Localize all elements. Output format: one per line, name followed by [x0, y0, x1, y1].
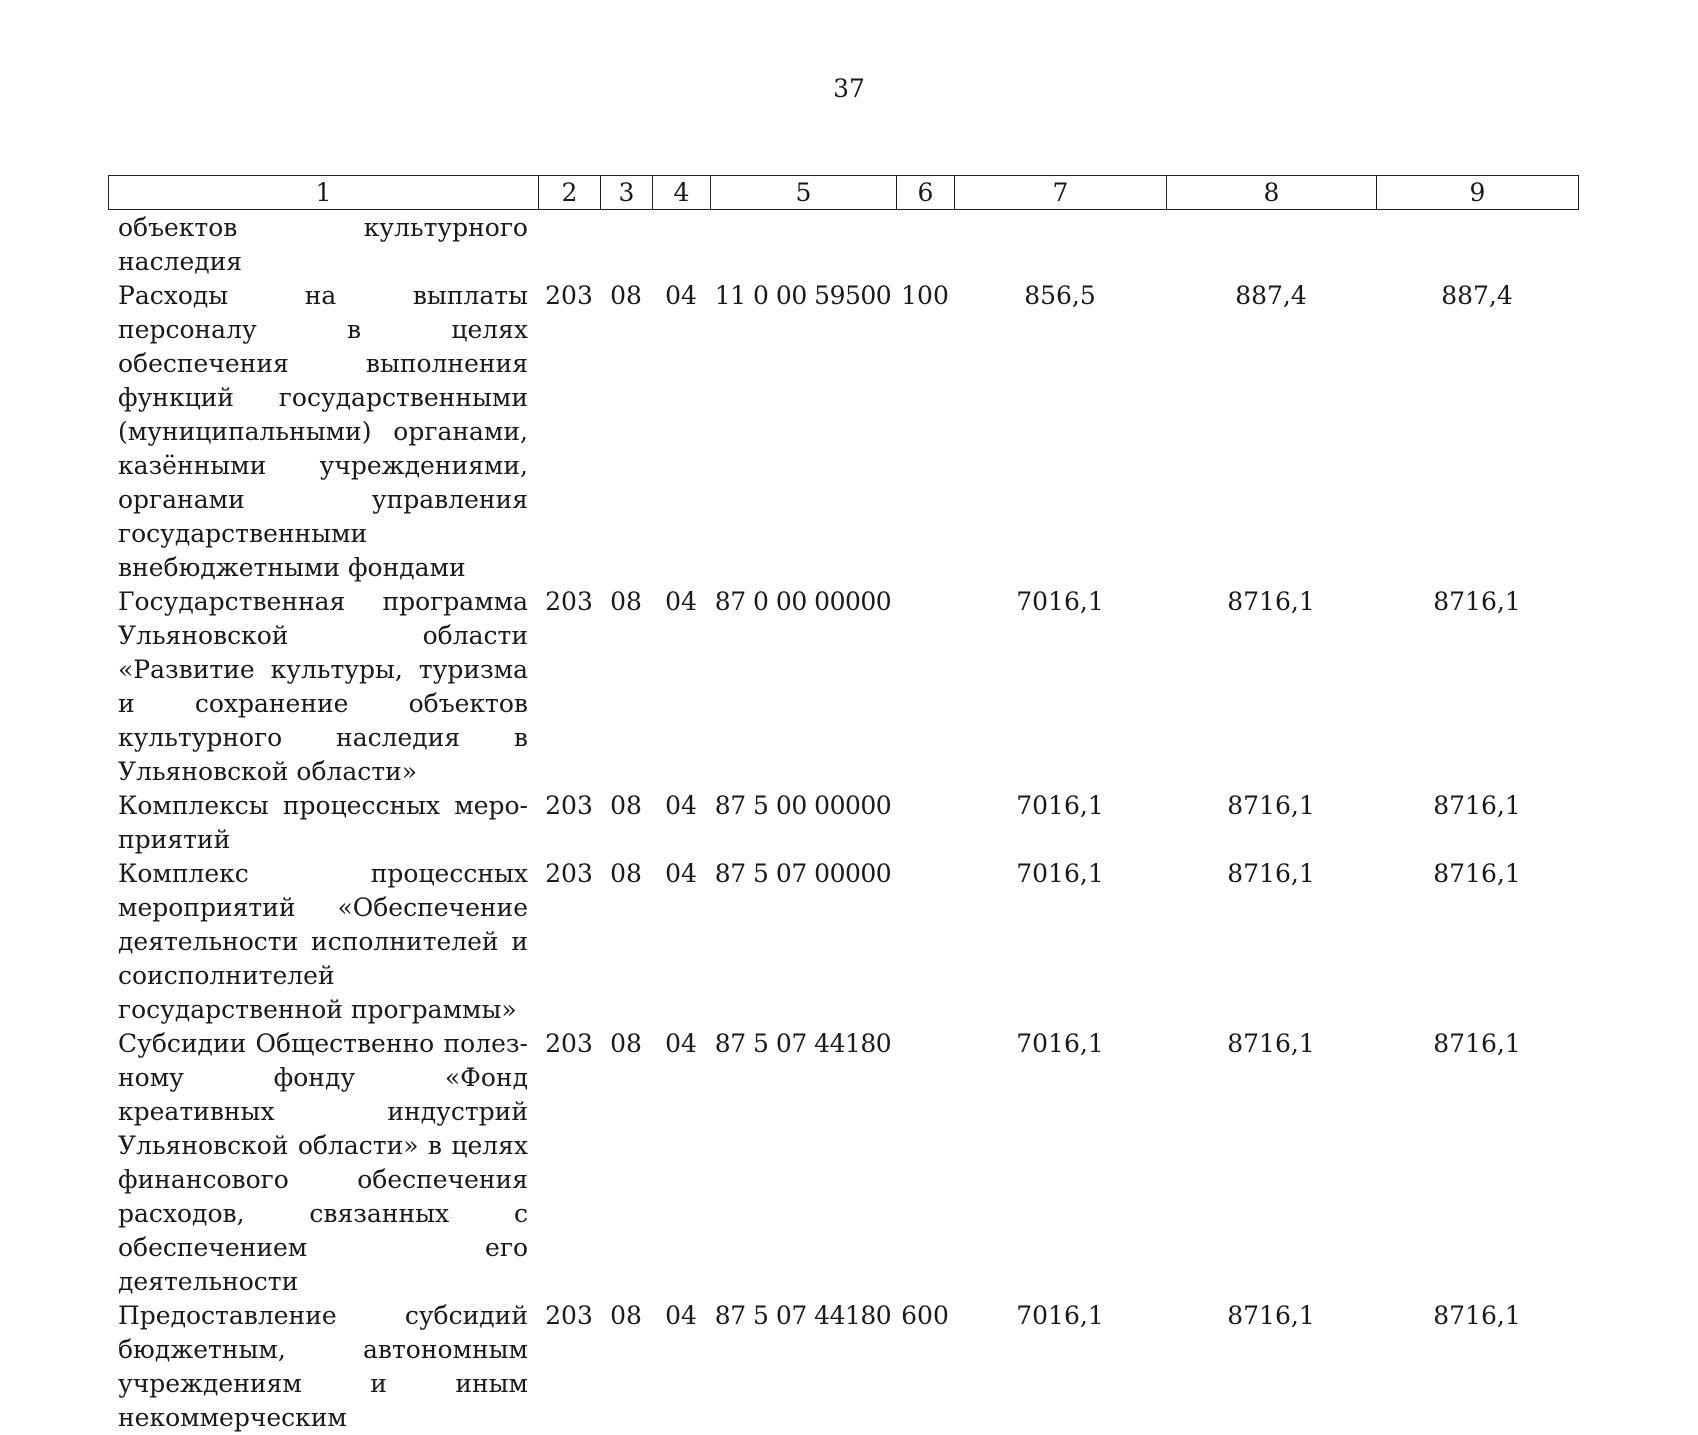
row-amount-7: 7016,1	[1016, 587, 1104, 616]
row-amount-9: 8716,1	[1433, 1301, 1521, 1330]
table-row	[108, 857, 1578, 1027]
row-amount-8: 8716,1	[1227, 1029, 1315, 1058]
row-description: Комплекс процессных мероприятий «Обеспечение деятельности исполнителей и соисполнителей государственной программы»	[118, 859, 528, 1024]
row-description: Расходы на выплаты персоналу в целях обеспечения выполнения функций государственными (муниципальными) органами, казёнными учреждениями, органами управления государственными внебюджетными фондами	[118, 281, 528, 582]
row-code-2	[538, 211, 600, 279]
row-code-2: 203	[545, 1029, 593, 1058]
row-code-6	[896, 789, 954, 857]
row-amount-7: 856,5	[1024, 281, 1096, 310]
table-header	[108, 175, 1579, 210]
column-number-7: 7	[955, 176, 1167, 210]
row-code-2: 203	[545, 281, 593, 310]
row-amount-7: 7016,1	[1016, 791, 1104, 820]
row-code-3: 08	[610, 281, 642, 310]
row-amount-8: 8716,1	[1227, 1301, 1315, 1330]
row-amount-9: 8716,1	[1433, 587, 1521, 616]
row-amount-7	[954, 211, 1166, 279]
row-code-4: 04	[665, 1029, 697, 1058]
row-code-3: 08	[610, 1301, 642, 1330]
row-code-3: 08	[610, 791, 642, 820]
row-code-2: 203	[545, 791, 593, 820]
row-amount-9: 8716,1	[1433, 1029, 1521, 1058]
table-row	[108, 789, 1578, 857]
row-code-5: 87 5 07 44180	[714, 1301, 892, 1330]
page-number: 37	[833, 74, 865, 103]
row-amount-8: 887,4	[1235, 281, 1307, 310]
column-number-5: 5	[711, 176, 897, 210]
table-row	[108, 1027, 1578, 1299]
row-code-3: 08	[610, 1029, 642, 1058]
row-amount-7: 7016,1	[1016, 859, 1104, 888]
row-code-4	[652, 211, 710, 279]
row-code-4: 04	[665, 791, 697, 820]
row-code-3: 08	[610, 587, 642, 616]
row-code-6: 600	[901, 1301, 949, 1330]
table-row	[108, 211, 1578, 279]
column-number-9: 9	[1377, 176, 1579, 210]
row-amount-8: 8716,1	[1227, 587, 1315, 616]
column-number-8: 8	[1167, 176, 1377, 210]
row-code-6	[896, 1027, 954, 1299]
row-code-4: 04	[665, 281, 697, 310]
row-code-6	[896, 211, 954, 279]
row-code-6: 100	[901, 281, 949, 310]
row-description: Государственная программа Ульяновской области «Развитие культуры, туризма и сохранение объектов культурного наследия в Ульяновской области»	[118, 587, 528, 786]
row-code-4: 04	[665, 587, 697, 616]
row-code-2: 203	[545, 859, 593, 888]
row-amount-9: 8716,1	[1433, 791, 1521, 820]
row-description: Субсидии Общественно полезному фонду «Фонд креативных индустрий Ульяновской области» в целях финансового обеспечения расходов, связанных с обеспечением его деятельности	[118, 1029, 528, 1296]
row-code-5: 87 0 00 00000	[714, 587, 892, 616]
column-number-1: 1	[109, 176, 539, 210]
row-amount-8: 8716,1	[1227, 791, 1315, 820]
row-amount-7: 7016,1	[1016, 1301, 1104, 1330]
row-code-4: 04	[665, 859, 697, 888]
row-code-2: 203	[545, 587, 593, 616]
row-code-3	[600, 211, 652, 279]
row-amount-9: 887,4	[1441, 281, 1513, 310]
column-number-4: 4	[653, 176, 711, 210]
row-code-3: 08	[610, 859, 642, 888]
row-description: объектов культурного наследия	[118, 213, 528, 276]
table-row	[108, 1299, 1578, 1435]
row-code-5: 87 5 00 00000	[714, 791, 892, 820]
row-amount-9: 8716,1	[1433, 859, 1521, 888]
table-row	[108, 585, 1578, 789]
row-description: Комплексы процессных мероприятий	[118, 791, 528, 854]
column-number-3: 3	[601, 176, 653, 210]
column-number-row	[109, 176, 1579, 210]
row-amount-9	[1376, 211, 1578, 279]
budget-table	[108, 211, 1578, 1435]
row-code-6	[896, 585, 954, 789]
row-code-5: 87 5 07 00000	[714, 859, 892, 888]
row-code-6	[896, 857, 954, 1027]
row-code-5	[710, 211, 896, 279]
row-code-2: 203	[545, 1301, 593, 1330]
column-number-6: 6	[897, 176, 955, 210]
row-amount-8	[1166, 211, 1376, 279]
row-code-5: 87 5 07 44180	[714, 1029, 892, 1058]
row-code-4: 04	[665, 1301, 697, 1330]
column-number-2: 2	[539, 176, 601, 210]
row-description: Предоставление субсидий бюджетным, автономным учреждениям и иным некоммерческим	[118, 1301, 528, 1432]
table-row	[108, 279, 1578, 585]
row-amount-7: 7016,1	[1016, 1029, 1104, 1058]
row-amount-8: 8716,1	[1227, 859, 1315, 888]
row-code-5: 11 0 00 59500	[714, 281, 892, 310]
